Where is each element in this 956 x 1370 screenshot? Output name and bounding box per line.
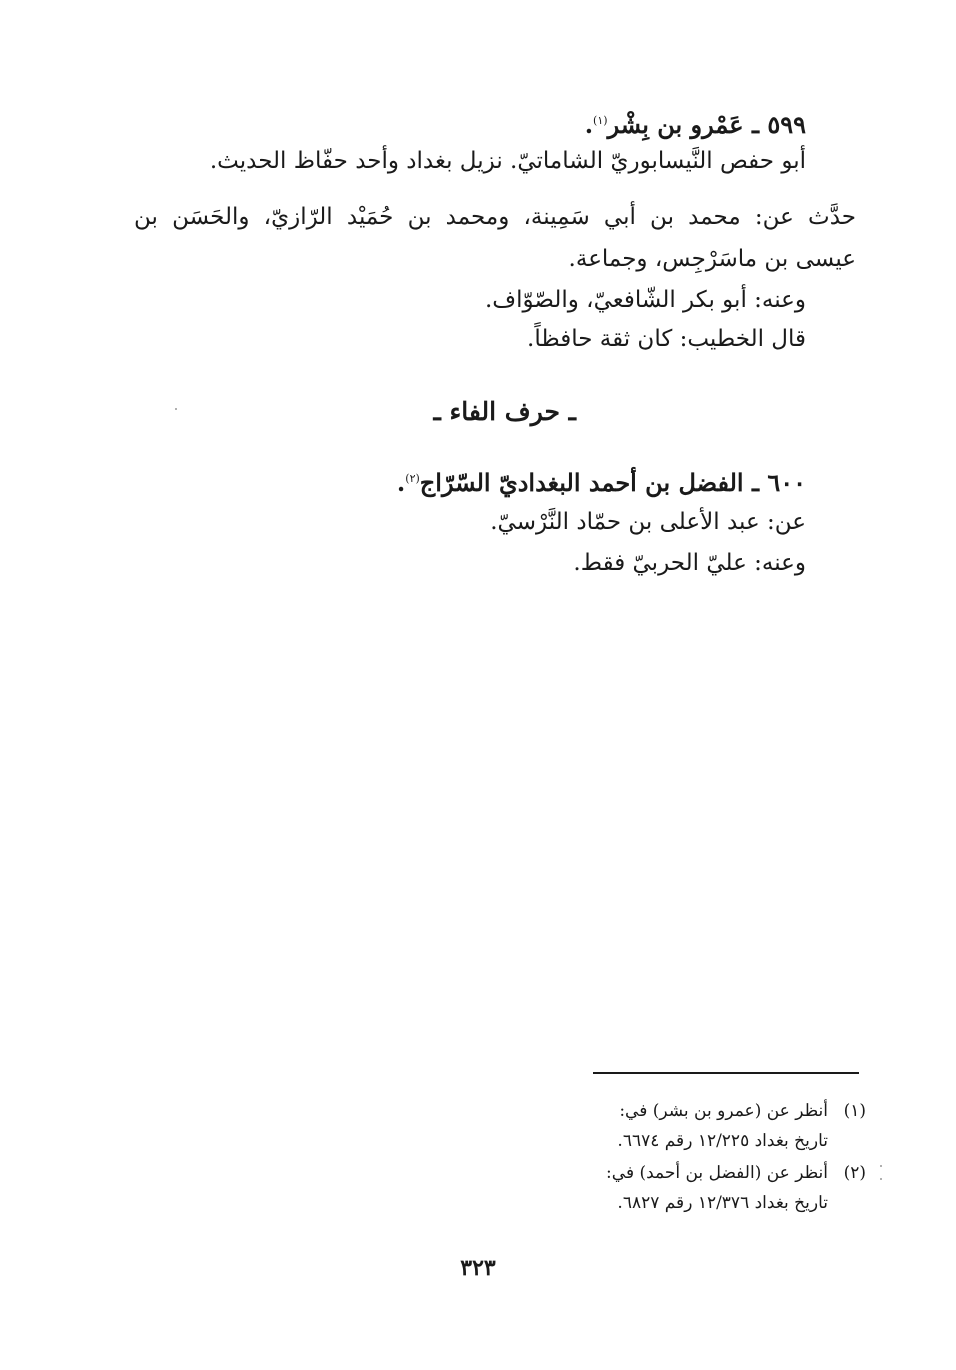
- entry-600-title-end: .: [396, 468, 406, 497]
- page-number: ٣٢٣: [460, 1255, 496, 1281]
- entry-600-title-text: ٦٠٠ ـ الفضل بن أحمد البغداديّ السّرّاج: [419, 468, 806, 497]
- scan-speck: [880, 1178, 882, 1180]
- scan-speck: [175, 408, 177, 410]
- footnote-1-text: أنظر عن (عمرو بن بشر) في:: [619, 1101, 828, 1121]
- footnote-2-text: أنظر عن (الفضل بن أحمد) في:: [606, 1163, 828, 1183]
- footnote-marker-2: (٢): [405, 472, 420, 485]
- footnote-2-line-1: [606, 1160, 866, 1186]
- footnote-2-line-2: تاريخ بغداد ١٢/٣٧٦ رقم ٦٨٢٧.: [617, 1193, 828, 1213]
- entry-600-line-2: وعنه: عليّ الحربيّ فقط.: [573, 550, 806, 576]
- entry-599-line-2: حدَّث عن: محمد بن أبي سَمِينة، ومحمد بن حُمَيْد الرّازيّ، والحَسَن بن: [134, 204, 856, 230]
- footnote-separator: [593, 1072, 859, 1074]
- footnote-marker-1: (١): [593, 114, 608, 127]
- entry-599-line-1: أبو حفص النَّيسابوريّ الشاماتيّ. نزيل بغداد وأحد حفّاظ الحديث.: [209, 148, 806, 174]
- footnote-1-line-1: [619, 1098, 866, 1124]
- entry-599-line-3: عيسى بن ماسَرْجِس، وجماعة.: [568, 246, 856, 272]
- entry-599-line-5: قال الخطيب: كان ثقة حافظاً.: [527, 326, 806, 352]
- section-heading: ـ حرف الفاء ـ: [433, 397, 576, 426]
- entry-600-line-1: عن: عبد الأعلى بن حمّاد النَّرْسيّ.: [490, 509, 806, 535]
- entry-599-title: [585, 104, 806, 142]
- footnote-1-line-2: تاريخ بغداد ١٢/٢٢٥ رقم ٦٦٧٤.: [617, 1131, 828, 1151]
- entry-599-line-4: وعنه: أبو بكر الشّافعيّ، والصّوّاف.: [484, 287, 806, 313]
- footnote-1-number: (١): [843, 1101, 866, 1121]
- entry-600-title: [397, 462, 806, 500]
- scan-speck: [880, 1165, 882, 1167]
- footnote-2-number: (٢): [843, 1163, 866, 1183]
- entry-599-title-end: .: [584, 110, 594, 139]
- entry-599-title-text: ٥٩٩ ـ عَمْرو بن بِشْر: [607, 110, 806, 139]
